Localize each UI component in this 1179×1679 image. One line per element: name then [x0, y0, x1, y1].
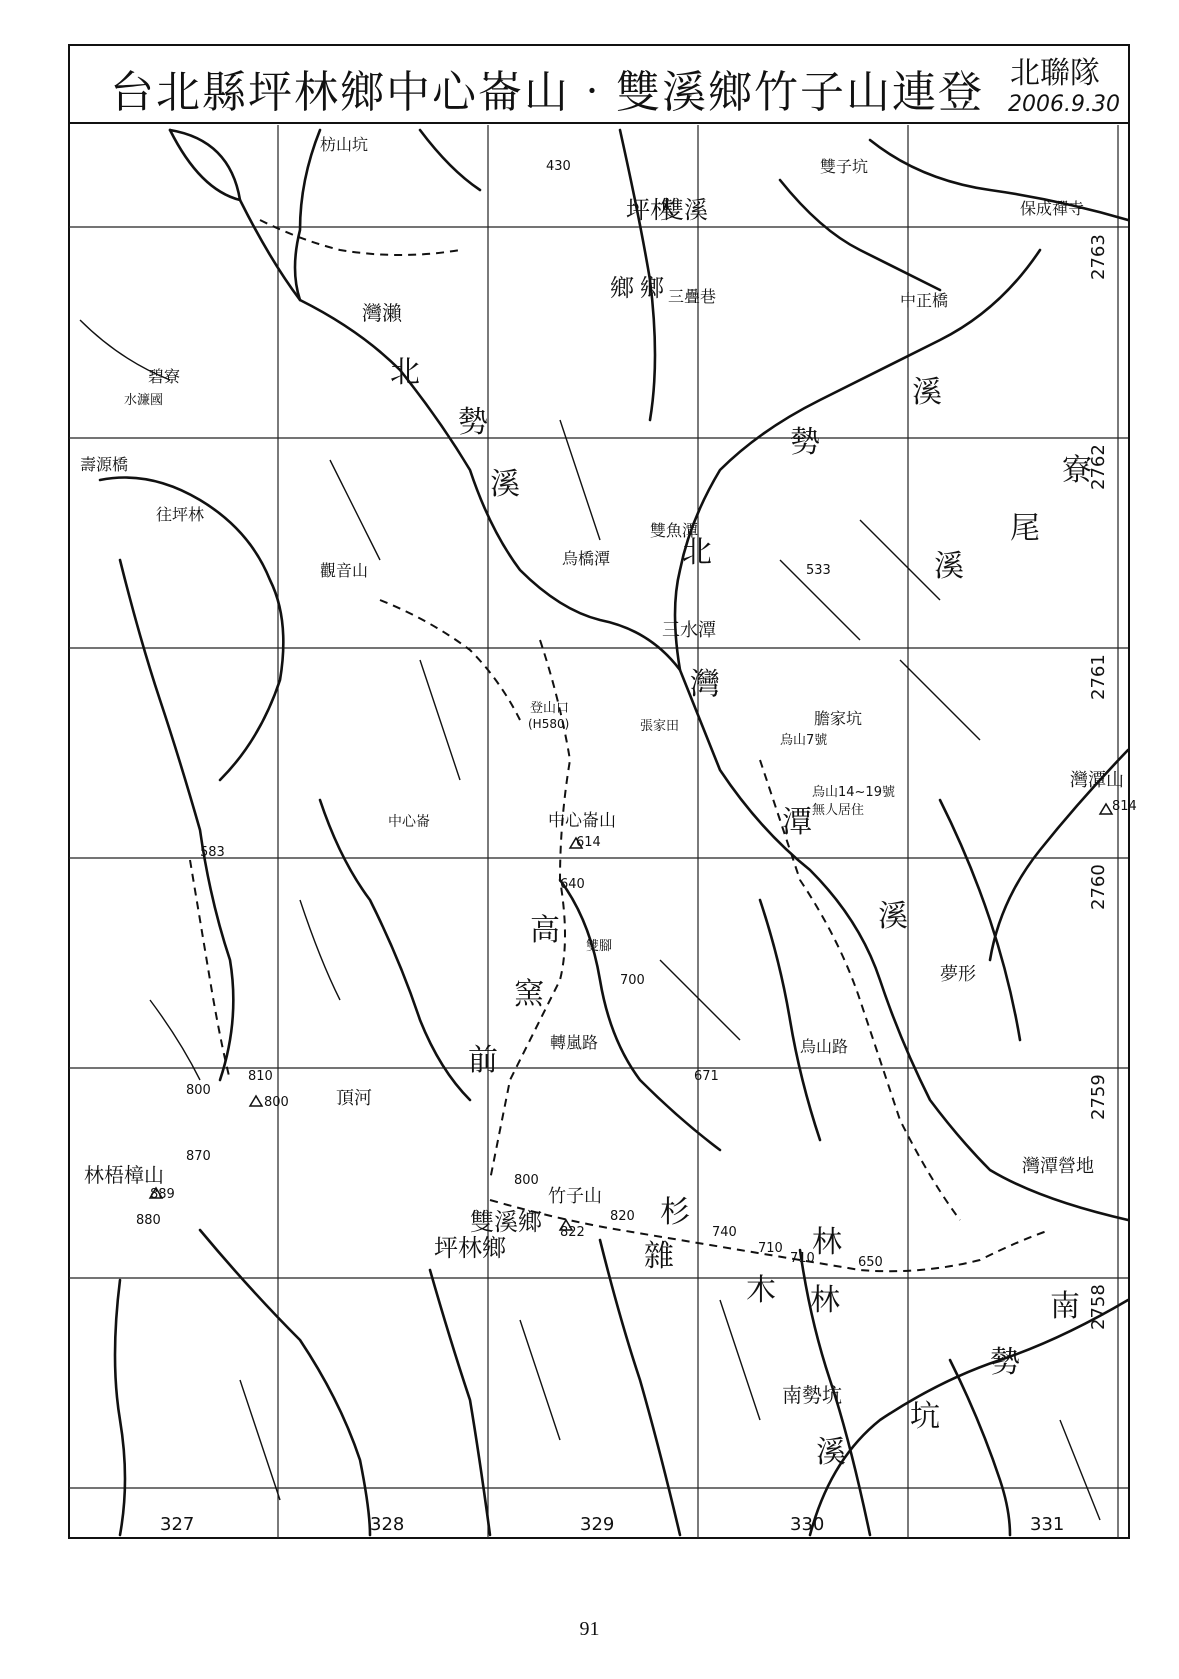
elevation-label: 820: [610, 1209, 635, 1224]
easting-label: 328: [370, 1514, 405, 1535]
place-label: 無人居住: [812, 803, 865, 818]
easting-label: 330: [790, 1514, 825, 1535]
place-label: 灣潭營地: [1022, 1156, 1094, 1177]
place-label: 水濂國: [124, 393, 164, 408]
water-label: 窯: [514, 977, 544, 1012]
place-label: 雙魚潭: [650, 521, 699, 540]
place-label: 烏山14~19號: [812, 785, 895, 800]
stream: [900, 660, 980, 740]
place-label: 灣潭山: [1070, 770, 1124, 791]
stream: [660, 960, 740, 1040]
place-label: 頂河: [336, 1088, 372, 1109]
stream: [330, 460, 380, 560]
northing-label: 2758: [1088, 1284, 1109, 1330]
water-label: 南: [1050, 1289, 1080, 1324]
stream: [170, 130, 240, 200]
stream: [780, 180, 940, 290]
water-label: 勢: [990, 1345, 1020, 1380]
trail: [260, 220, 460, 255]
water-label: 坑: [910, 1399, 940, 1434]
elevation-label: 814: [1112, 799, 1137, 814]
stream: [675, 250, 1040, 670]
place-label: 灣瀨: [362, 301, 402, 325]
stream: [430, 1270, 490, 1535]
place-label: 林梧樟山: [84, 1163, 164, 1187]
northing-label: 2761: [1088, 654, 1109, 700]
water-label: 尾: [1010, 511, 1040, 546]
elevation-label: 583: [200, 845, 225, 860]
place-label: 三水潭: [662, 620, 716, 641]
water-label: 前: [468, 1043, 498, 1078]
elevation-label: 640: [560, 877, 585, 892]
stream: [300, 900, 340, 1000]
water-label: 溪: [490, 467, 520, 502]
stream: [115, 1280, 125, 1535]
place-label: 膽家坑: [814, 709, 863, 728]
stream: [760, 900, 820, 1140]
place-label: 烏山7號: [780, 733, 828, 748]
water-label: 雜: [644, 1239, 674, 1274]
elevation-label: 614: [576, 835, 601, 850]
stream: [240, 1380, 280, 1500]
streams: [100, 130, 1128, 1535]
township-label: 雙溪鄉: [470, 1208, 542, 1236]
place-label: 碧寮: [148, 367, 181, 386]
stream: [870, 140, 1128, 220]
grid-labels: [160, 234, 1109, 1535]
elevation-label: 880: [136, 1213, 161, 1228]
stream: [420, 660, 460, 780]
northing-label: 2762: [1088, 444, 1109, 490]
place-labels: [80, 135, 1124, 1407]
northing-label: 2759: [1088, 1074, 1109, 1120]
water-label: 林: [810, 1283, 840, 1318]
elevation-label: 800: [186, 1083, 211, 1098]
tributaries: [80, 320, 1100, 1520]
elevation-label: 822: [560, 1225, 585, 1240]
place-label: 登山口: [530, 701, 570, 716]
place-label: 中正橋: [900, 291, 949, 310]
water-label: 勢: [458, 405, 488, 440]
township-label: 坪林鄉: [434, 1234, 506, 1262]
water-label: 灣: [690, 667, 720, 702]
stream: [720, 1300, 760, 1420]
stream: [295, 130, 320, 300]
elevation-label: 889: [150, 1187, 175, 1202]
water-label: 溪: [878, 899, 908, 934]
place-label: 中心崙山: [548, 811, 616, 831]
water-label: 北: [390, 355, 420, 390]
place-label: 夢形: [940, 964, 976, 985]
summit-markers: [150, 804, 1112, 1230]
water-label: 潭: [782, 805, 812, 840]
place-label: 保成禪寺: [1020, 199, 1085, 218]
stream: [810, 1300, 1128, 1535]
elevation-label: 710: [790, 1251, 815, 1266]
northing-label: 2760: [1088, 864, 1109, 910]
elevation-label: 650: [858, 1255, 883, 1270]
northing-label: 2763: [1088, 234, 1109, 280]
elevation-labels: [136, 159, 1137, 1270]
place-label: 三疊巷: [668, 287, 717, 306]
stream: [320, 800, 470, 1100]
place-label: (H580): [528, 717, 570, 731]
water-label: 北: [682, 535, 712, 570]
stream: [200, 1230, 370, 1535]
place-label: 烏橋潭: [562, 549, 611, 568]
place-label: 張家田: [640, 719, 680, 734]
elevation-label: 800: [264, 1095, 289, 1110]
elevation-label: 870: [186, 1149, 211, 1164]
easting-label: 327: [160, 1514, 195, 1535]
water-label: 高: [530, 913, 560, 948]
place-label: 觀音山: [320, 561, 369, 580]
elevation-label: 700: [620, 973, 645, 988]
place-label: 中心崙: [388, 814, 430, 830]
stream: [560, 880, 720, 1150]
page-number: 91: [579, 1618, 600, 1640]
water-label: 溪: [934, 549, 964, 584]
trail: [190, 860, 230, 1080]
stream: [420, 130, 480, 190]
stream: [600, 1240, 680, 1535]
place-label: 枋山坑: [320, 135, 369, 154]
place-label: 竹子山: [548, 1186, 602, 1207]
stream: [940, 800, 1020, 1040]
place-label: 雙腳: [586, 939, 613, 954]
place-label: 烏山路: [800, 1037, 849, 1056]
stream: [950, 1360, 1010, 1535]
elevation-label: 800: [514, 1173, 539, 1188]
stream: [1060, 1420, 1100, 1520]
map-grid: [69, 125, 1128, 1538]
water-label: 寮: [1062, 453, 1092, 488]
water-label: 勢: [790, 425, 820, 460]
elevation-label: 533: [806, 563, 831, 578]
trail: [380, 600, 520, 720]
summit-triangle-icon: [1100, 804, 1112, 814]
place-label: 南勢坑: [782, 1383, 842, 1407]
water-label: 木: [746, 1273, 776, 1308]
water-label: 溪: [816, 1435, 846, 1470]
map-title: 台北縣坪林鄉中心崙山‧雙溪鄉竹子山連登: [110, 67, 984, 118]
elevation-label: 671: [694, 1069, 719, 1084]
summit-triangle-icon: [250, 1096, 262, 1106]
stream: [120, 560, 233, 1080]
township-label: 坪林: [626, 196, 674, 224]
place-label: 往坪林: [156, 505, 205, 524]
easting-label: 331: [1030, 1514, 1065, 1535]
township-label: 雙溪: [660, 196, 708, 224]
stream: [520, 1320, 560, 1440]
water-label: 林: [812, 1225, 842, 1260]
elevation-label: 810: [248, 1069, 273, 1084]
team-label: 北聯隊: [1010, 56, 1100, 91]
place-label: 壽源橋: [80, 455, 129, 474]
stream: [860, 520, 940, 600]
water-label: 杉: [660, 1195, 690, 1230]
township-label: 鄉: [640, 274, 664, 302]
date-label: 2006.9.30: [1008, 92, 1120, 117]
elevation-label: 710: [758, 1241, 783, 1256]
elevation-label: 430: [546, 159, 571, 174]
township-label: 鄉: [610, 274, 634, 302]
place-label: 轉嵐路: [550, 1033, 599, 1052]
easting-label: 329: [580, 1514, 615, 1535]
elevation-label: 740: [712, 1225, 737, 1240]
water-label: 溪: [912, 375, 942, 410]
place-label: 雙子坑: [820, 157, 869, 176]
